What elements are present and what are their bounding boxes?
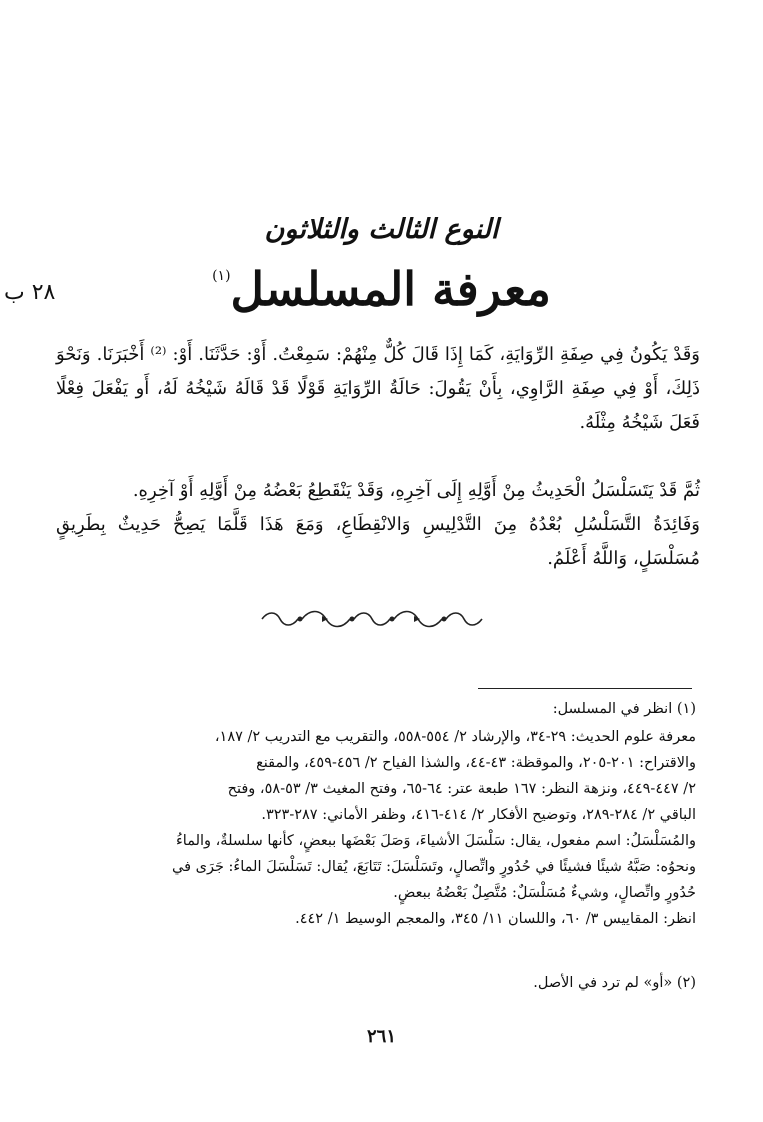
footnote-1-line: ونحوُه: صَبَّهُ شيئًا فشيئًا في حُدُورٍ واتِّصالٍ، وتَسَلْسَلَ: تَتَابَعَ، يُقال: تَسَلْسَلَ الماءُ: جَرَى في (172, 859, 696, 875)
footnote-2-text: «أو» لم ترد في الأصل. (533, 975, 673, 991)
footnote-1-heading-text: انظر في المسلسل: (552, 701, 673, 717)
footnote-1-label: (١) (676, 701, 696, 717)
footnote-separator (478, 688, 692, 689)
folio-marker: ٢٨ ب (4, 280, 56, 305)
footnote-1-line: معرفة علوم الحديث: ٢٩-٣٤، والإرشاد ٢/ ٥٥٤-٥٥٨، والتقريب مع التدريب ٢/ ١٨٧، (214, 729, 696, 745)
footnote-1-line: والاقتراح: ٢٠١-٢٠٥، والموقظة: ٤٣-٤٤، والشذا الفياح ٢/ ٤٥٦-٤٥٩، والمقنع (256, 755, 696, 771)
chapter-number-text: النوع الثالث والثلاثون (264, 214, 499, 245)
footnote-1-line: والمُسَلْسَلُ: اسم مفعول، يقال: سَلْسَلَ الأشياءَ، وَصَلَ بَعْضَها ببعضٍ، كأنها سلسلةٌ، والماءُ (175, 833, 696, 849)
title-footnote-ref: (١) (212, 268, 231, 284)
chapter-number-heading (0, 214, 763, 245)
decorative-divider-ornament (256, 604, 496, 634)
chapter-title (0, 262, 763, 316)
body-paragraph-1: وَقَدْ يَكُونُ فِي صِفَةِ الرِّوَايَةِ، كَمَا إِذَا قَالَ كُلٌّ مِنْهُمْ: سَمِعْتُ. أَوْ: حَدَّثَنَا. أَوْ: ⁽²⁾ أَخْبَرَنَا. وَنَحْوَ ذَلِكَ، أَوْ فِي صِفَةِ الرَّاوِي، بِأَنْ يَقُولَ: حَالَةُ الرِّوَايَةِ قَوْلًا قَدْ قَالَهُ شَيْخُهُ لَهُ، أَو يَفْعَلَ فِعْلًا فَعَلَ شَيْخُهُ مِثْلَهُ. (56, 344, 700, 433)
page-number: ٢٦١ (366, 1026, 396, 1047)
footnote-1-line: حُدُورٍ واتِّصالٍ، وشيءٌ مُسَلْسَلٌ: مُتَّصِلٌ بَعْضُهُ ببعضٍ. (393, 885, 696, 901)
footnote-1-line: ٢/ ٤٤٧-٤٤٩، ونزهة النظر: ١٦٧ طبعة عتر: ٦٤-٦٥، وفتح المغيث ٣/ ٥٣-٥٨، وفتح (227, 781, 696, 797)
body-paragraph-2: ثُمَّ قَدْ يَتَسَلْسَلُ الْحَدِيثُ مِنْ أَوَّلِهِ إِلَى آخِرِهِ، وَقَدْ يَنْقَطِعُ بَعْضُهُ مِنْ أَوَّلِهِ أَوْ آخِرِهِ. (132, 480, 700, 501)
footnote-1-line: انظر: المقاييس ٣/ ٦٠، واللسان ١١/ ٣٤٥، والمعجم الوسيط ١/ ٤٤٢. (295, 911, 696, 927)
footnote-1-body (56, 724, 696, 932)
footnote-2 (56, 970, 696, 996)
footnote-1-heading (56, 696, 696, 722)
footnote-2-label: (٢) (676, 975, 696, 991)
footnote-1-line: الباقي ٢/ ٢٨٤-٢٨٩، وتوضيح الأفكار ٢/ ٤١٤-٤١٦، وظفر الأماني: ٢٨٧-٣٢٣. (261, 807, 696, 823)
chapter-title-text: معرفة المسلسل (230, 262, 551, 316)
body-paragraph-3: وَفَائِدَةُ التَّسَلْسُلِ بُعْدُهُ مِنَ التَّدْلِيسِ وَالانْقِطَاعِ، وَمَعَ هَذَا قَلَّمَا يَصِحُّ حَدِيثٌ بِطَرِيقٍ مُسَلْسَلٍ، وَاللَّهُ أَعْلَمُ. (56, 514, 700, 569)
